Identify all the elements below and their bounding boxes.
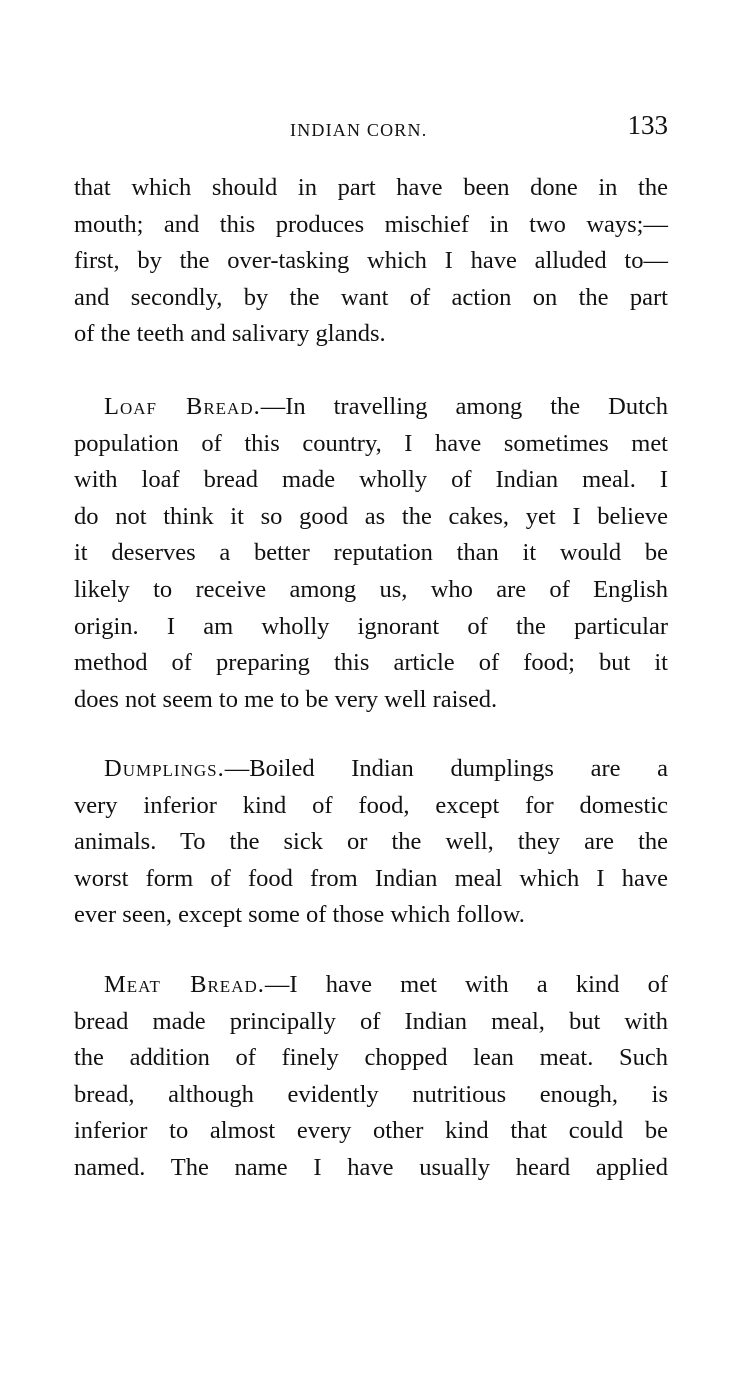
text-line: worst form of food from Indian meal which I have <box>74 864 668 892</box>
paragraph-loaf-bread <box>74 389 668 718</box>
text-line: ever seen, except some of those which follow. <box>74 901 525 929</box>
section-heading: Meat Bread. <box>104 971 265 998</box>
text-line: mouth; and this produces mischief in two ways;— <box>74 210 668 238</box>
text-line: population of this country, I have sometimes met <box>74 429 668 457</box>
text-line: of the teeth and salivary glands. <box>74 320 386 348</box>
text-line: that which should in part have been done in the <box>74 174 668 201</box>
running-head <box>74 110 668 150</box>
text-line: first, by the over-tasking which I have alluded to— <box>74 247 668 275</box>
section-heading: Dumplings. <box>104 755 225 782</box>
paragraph-meat-bread <box>74 967 668 1187</box>
text-line: method of preparing this article of food; but it <box>74 649 668 677</box>
text-line: origin. I am wholly ignorant of the particular <box>74 612 668 640</box>
text-line: inferior to almost every other kind that could be <box>74 1117 668 1145</box>
section-heading: Loaf Bread. <box>104 393 261 420</box>
text-line: bread made principally of Indian meal, but with <box>74 1007 668 1035</box>
paragraph-first-line <box>74 967 668 1004</box>
text-line: and secondly, by the want of action on the part <box>74 283 668 311</box>
running-title: INDIAN CORN. <box>290 120 428 140</box>
text-line: very inferior kind of food, except for domestic <box>74 791 668 819</box>
text-run: —In travelling among the Dutch <box>260 393 668 420</box>
paragraph-first-line <box>74 751 668 788</box>
paragraph-continuation <box>74 170 668 353</box>
text-line: it deserves a better reputation than it would be <box>74 539 668 567</box>
text-line: the addition of finely chopped lean meat. Such <box>74 1044 668 1072</box>
paragraph-first-line <box>74 389 668 426</box>
text-line: with loaf bread made wholly of Indian meal. I <box>74 466 668 494</box>
text-line: animals. To the sick or the well, they are the <box>74 828 668 856</box>
text-line: bread, although evidently nutritious enough, is <box>74 1080 668 1108</box>
text-line: does not seem to me to be very well raised. <box>74 685 498 713</box>
text-run: —I have met with a kind of <box>264 971 668 998</box>
text-line: do not think it so good as the cakes, yet I believe <box>74 502 668 530</box>
paragraph-dumplings <box>74 751 668 934</box>
text-line: likely to receive among us, who are of English <box>74 575 668 603</box>
text-run: —Boiled Indian dumplings are a <box>224 755 668 782</box>
page-number: 133 <box>627 110 668 140</box>
text-line: named. The name I have usually heard applied <box>74 1153 668 1181</box>
